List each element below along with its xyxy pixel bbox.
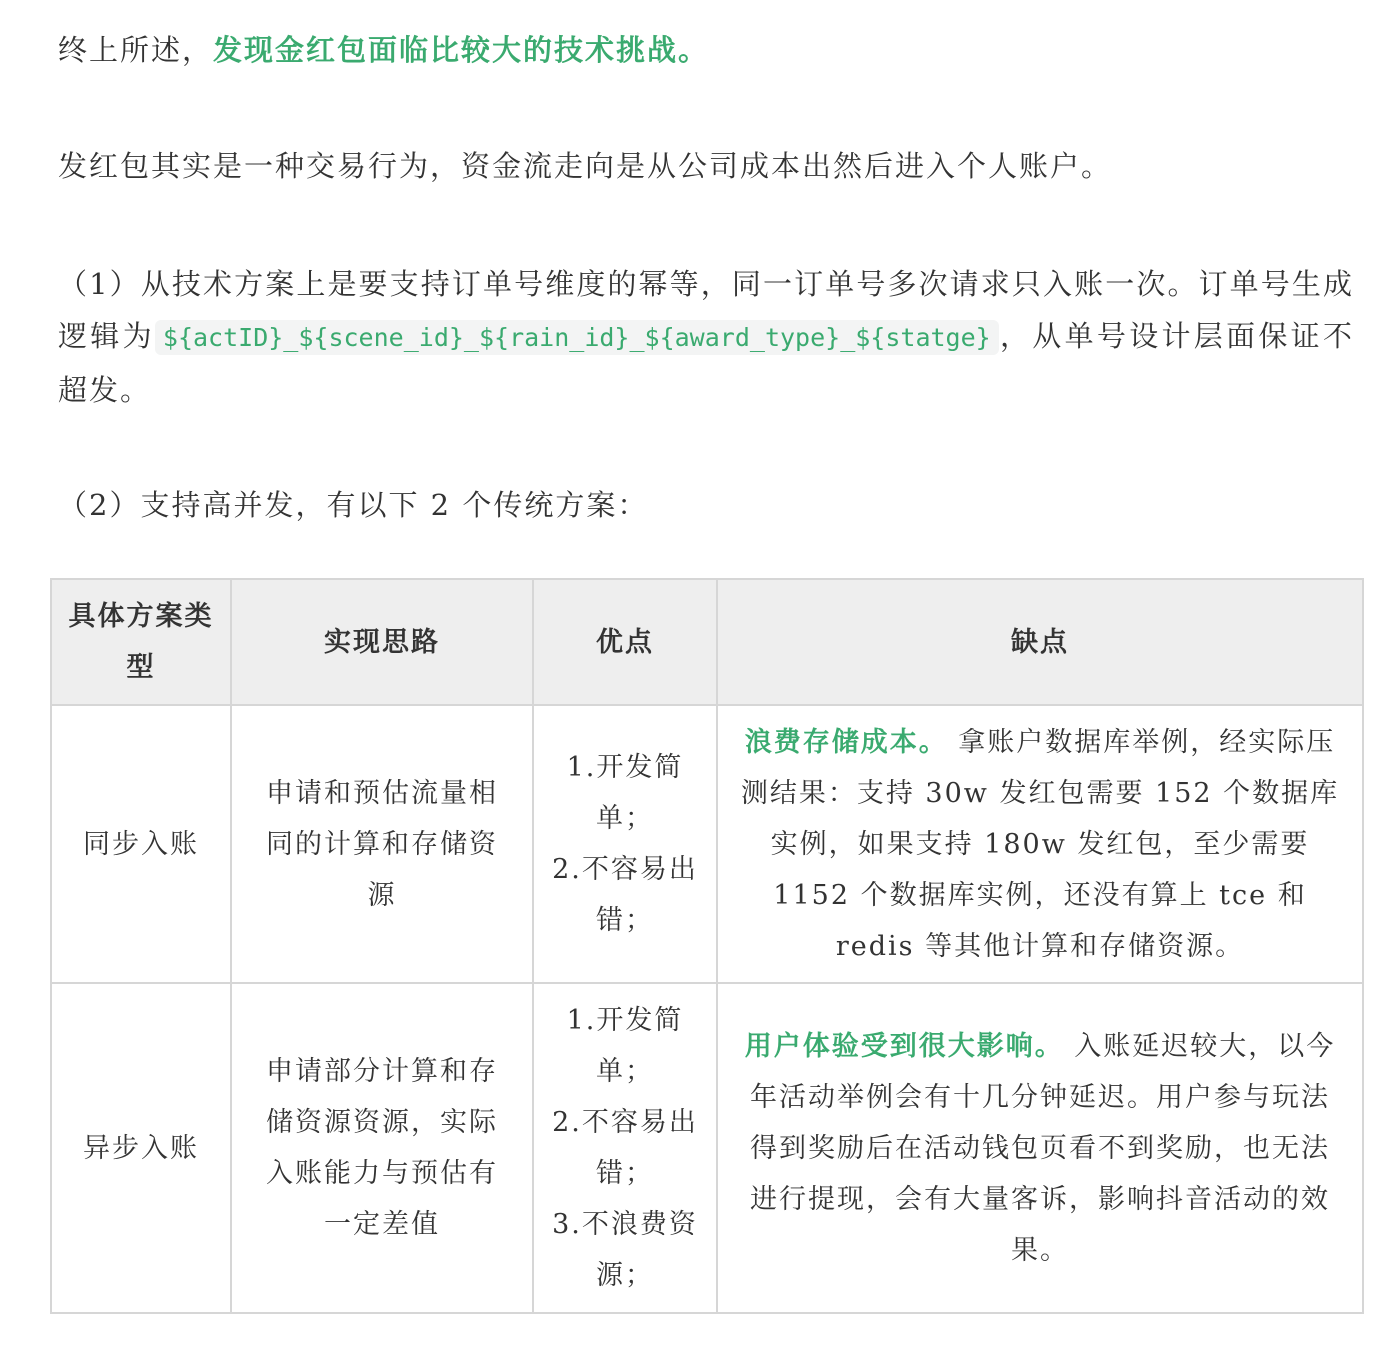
cons-highlight: 用户体验受到很大影响。 [744, 1030, 1064, 1062]
idempotency-paragraph [58, 258, 1354, 416]
concurrency-paragraph: （2）支持高并发，有以下 2 个传统方案： [58, 488, 649, 522]
pros-item: 1.开发简单； [566, 752, 684, 834]
transaction-paragraph: 发红包其实是一种交易行为，资金流走向是从公司成本出然后进入个人账户。 [58, 149, 1113, 183]
header-type: 具体方案类型 [51, 579, 231, 705]
cons-text: 拿账户数据库举例，经实际压测结果：支持 30w 发红包需要 152 个数据库实例，如果支持 180w 发红包，至少需要 1152 个数据库实例，还没有算上 tce 和 redis 等其他计算和存储资源。 [740, 726, 1340, 962]
cell-pros [533, 983, 717, 1313]
summary-paragraph [58, 24, 1354, 76]
idempotency-tail: ，从单号设计层面保证不超发。 [58, 319, 1354, 407]
cell-cons [717, 705, 1363, 983]
order-id-code: ${actID}_${scene_id}_${rain_id}_${award_type}_${statge} [155, 320, 999, 355]
idempotency-text: （1）从技术方案上是要支持订单号维度的幂等，同一订单号多次请求只入账一次。订单号生成逻辑为 [58, 267, 1354, 353]
cell-idea: 申请和预估流量相同的计算和存储资源 [231, 705, 533, 983]
cell-idea: 申请部分计算和存储资源资源，实际入账能力与预估有一定差值 [231, 983, 533, 1313]
header-idea: 实现思路 [231, 579, 533, 705]
pros-item: 2.不容易出错； [552, 854, 698, 936]
summary-prefix: 终上所述， [58, 33, 214, 67]
cons-highlight: 浪费存储成本。 [744, 726, 948, 758]
table-header-row [51, 579, 1363, 705]
header-pros: 优点 [533, 579, 717, 705]
header-cons: 缺点 [717, 579, 1363, 705]
cons-text: 入账延迟较大，以今年活动举例会有十几分钟延迟。用户参与玩法得到奖励后在活动钱包页看不到奖励，也无法进行提现，会有大量客诉，影响抖音活动的效果。 [750, 1030, 1336, 1266]
table-row [51, 983, 1363, 1313]
pros-item: 2.不容易出错； [552, 1107, 698, 1189]
pros-item: 1.开发简单； [566, 1005, 684, 1087]
cell-pros [533, 705, 717, 983]
pros-item: 3.不浪费资源； [552, 1209, 698, 1291]
cell-type: 异步入账 [51, 983, 231, 1313]
cell-type: 同步入账 [51, 705, 231, 983]
table-row [51, 705, 1363, 983]
cell-cons [717, 983, 1363, 1313]
summary-highlight: 发现金红包面临比较大的技术挑战。 [213, 33, 710, 67]
solution-comparison-table [50, 578, 1364, 1314]
